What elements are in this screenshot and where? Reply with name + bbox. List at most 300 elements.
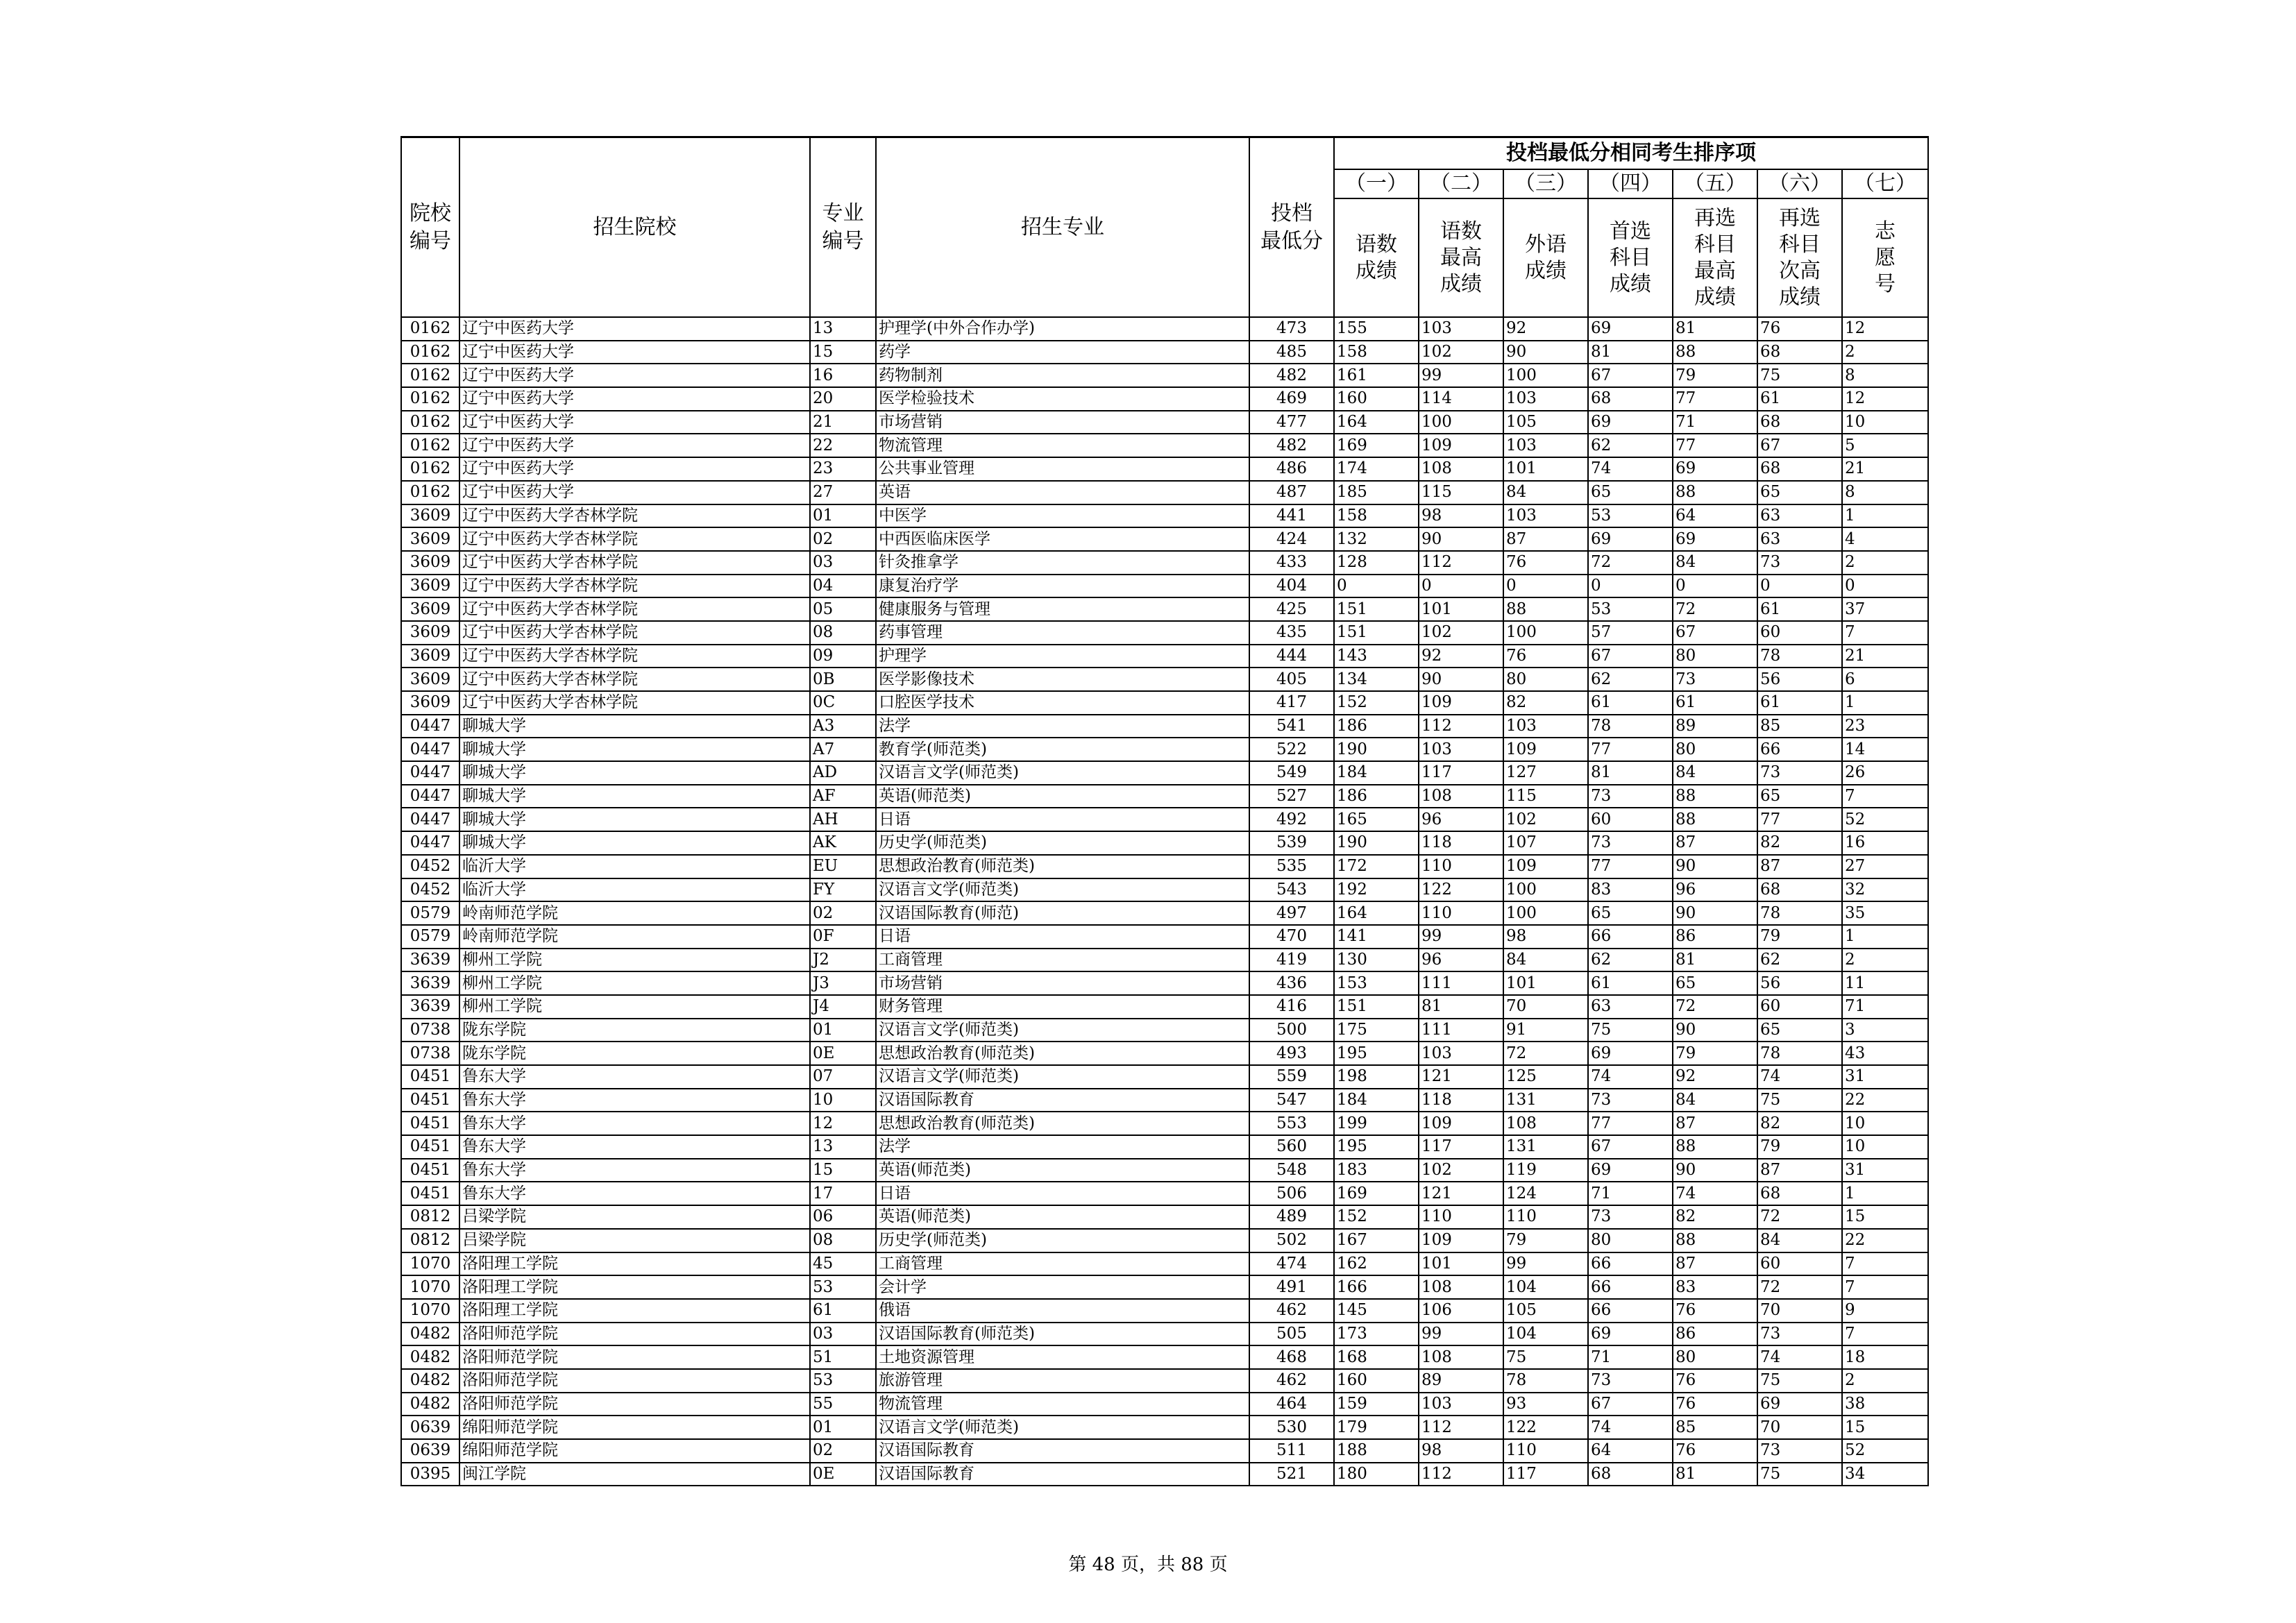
cell-tie-5: 73	[1673, 668, 1757, 691]
table-row	[401, 1112, 1928, 1135]
cell-school-code: 0447	[401, 715, 459, 738]
cell-min-score: 522	[1249, 738, 1334, 761]
cell-major-name: 思想政治教育(师范类)	[876, 1112, 1249, 1135]
cell-min-score: 444	[1249, 645, 1334, 668]
cell-tie-5: 90	[1673, 1019, 1757, 1042]
table-body	[401, 317, 1928, 1486]
cell-school-code: 0482	[401, 1345, 459, 1369]
table-row	[401, 1299, 1928, 1323]
cell-tie-3: 76	[1503, 645, 1588, 668]
cell-tie-5: 90	[1673, 1159, 1757, 1182]
cell-school-code: 3609	[401, 645, 459, 668]
cell-tie-2: 92	[1419, 645, 1503, 668]
cell-major-name: 汉语言文学(师范类)	[876, 1065, 1249, 1089]
cell-school-code: 3609	[401, 504, 459, 528]
cell-school-code: 3639	[401, 971, 459, 995]
cell-tie-2: 109	[1419, 691, 1503, 715]
cell-tie-7: 38	[1842, 1393, 1928, 1416]
cell-tie-5: 87	[1673, 831, 1757, 855]
cell-min-score: 433	[1249, 551, 1334, 575]
cell-tie-7: 15	[1842, 1416, 1928, 1439]
cell-tie-7: 15	[1842, 1205, 1928, 1229]
table-row	[401, 738, 1928, 761]
cell-tie-7: 52	[1842, 1439, 1928, 1463]
cell-major-code: 07	[810, 1065, 876, 1089]
cell-tie-5: 88	[1673, 785, 1757, 808]
cell-min-score: 547	[1249, 1089, 1334, 1112]
table-row	[401, 481, 1928, 504]
table-row	[401, 808, 1928, 831]
cell-tie-5: 80	[1673, 1345, 1757, 1369]
cell-tie-4: 65	[1588, 901, 1673, 925]
table-row	[401, 645, 1928, 668]
cell-tie-2: 109	[1419, 1112, 1503, 1135]
header-tie-number: （三）	[1503, 169, 1588, 198]
cell-min-score: 419	[1249, 949, 1334, 972]
cell-major-code: 13	[810, 1135, 876, 1159]
cell-major-code: 04	[810, 575, 876, 598]
header-tie-item: 外语 成绩	[1503, 198, 1588, 317]
cell-tie-1: 168	[1334, 1345, 1419, 1369]
cell-major-code: A7	[810, 738, 876, 761]
cell-tie-6: 63	[1757, 504, 1842, 528]
cell-tie-2: 102	[1419, 1159, 1503, 1182]
cell-tie-1: 175	[1334, 1019, 1419, 1042]
cell-tie-2: 0	[1419, 575, 1503, 598]
cell-tie-1: 199	[1334, 1112, 1419, 1135]
cell-school-name: 辽宁中医药大学杏林学院	[459, 645, 810, 668]
cell-school-name: 聊城大学	[459, 761, 810, 785]
cell-tie-2: 117	[1419, 761, 1503, 785]
cell-school-name: 洛阳师范学院	[459, 1369, 810, 1393]
cell-school-code: 0482	[401, 1369, 459, 1393]
cell-tie-6: 72	[1757, 1275, 1842, 1299]
cell-tie-7: 1	[1842, 691, 1928, 715]
cell-tie-2: 99	[1419, 925, 1503, 949]
cell-major-code: AK	[810, 831, 876, 855]
cell-tie-1: 151	[1334, 995, 1419, 1019]
cell-tie-4: 73	[1588, 785, 1673, 808]
cell-tie-1: 160	[1334, 387, 1419, 411]
table-row	[401, 1463, 1928, 1486]
cell-school-name: 柳州工学院	[459, 971, 810, 995]
cell-min-score: 527	[1249, 785, 1334, 808]
cell-school-name: 辽宁中医药大学	[459, 341, 810, 364]
cell-tie-4: 66	[1588, 925, 1673, 949]
cell-major-name: 汉语国际教育	[876, 1463, 1249, 1486]
cell-tie-3: 102	[1503, 808, 1588, 831]
cell-tie-6: 78	[1757, 1042, 1842, 1065]
cell-school-code: 0162	[401, 317, 459, 341]
cell-tie-7: 2	[1842, 1369, 1928, 1393]
cell-tie-1: 186	[1334, 785, 1419, 808]
cell-major-code: 53	[810, 1369, 876, 1393]
cell-tie-4: 73	[1588, 1369, 1673, 1393]
table-header	[401, 137, 1928, 318]
cell-major-name: 汉语言文学(师范类)	[876, 1416, 1249, 1439]
cell-tie-3: 110	[1503, 1205, 1588, 1229]
cell-min-score: 416	[1249, 995, 1334, 1019]
table-row	[401, 901, 1928, 925]
cell-tie-2: 81	[1419, 995, 1503, 1019]
cell-school-code: 0812	[401, 1229, 459, 1252]
cell-tie-1: 152	[1334, 1205, 1419, 1229]
cell-major-name: 口腔医学技术	[876, 691, 1249, 715]
cell-major-code: 02	[810, 901, 876, 925]
table-row	[401, 668, 1928, 691]
cell-school-name: 柳州工学院	[459, 949, 810, 972]
cell-tie-6: 77	[1757, 808, 1842, 831]
cell-tie-5: 89	[1673, 715, 1757, 738]
table-row	[401, 1089, 1928, 1112]
cell-tie-4: 65	[1588, 481, 1673, 504]
cell-tie-2: 102	[1419, 341, 1503, 364]
cell-major-name: 工商管理	[876, 949, 1249, 972]
cell-tie-1: 180	[1334, 1463, 1419, 1486]
cell-tie-3: 104	[1503, 1275, 1588, 1299]
cell-tie-5: 82	[1673, 1205, 1757, 1229]
cell-tie-1: 128	[1334, 551, 1419, 575]
cell-tie-6: 82	[1757, 1112, 1842, 1135]
table-row	[401, 1275, 1928, 1299]
cell-major-name: 汉语言文学(师范类)	[876, 1019, 1249, 1042]
cell-major-code: 45	[810, 1252, 876, 1276]
cell-tie-7: 35	[1842, 901, 1928, 925]
cell-major-name: 日语	[876, 808, 1249, 831]
cell-tie-3: 79	[1503, 1229, 1588, 1252]
cell-major-code: 17	[810, 1182, 876, 1205]
cell-tie-5: 88	[1673, 1229, 1757, 1252]
cell-tie-4: 69	[1588, 411, 1673, 434]
cell-school-code: 0579	[401, 925, 459, 949]
cell-tie-6: 60	[1757, 1252, 1842, 1276]
cell-tie-2: 121	[1419, 1065, 1503, 1089]
page-footer: 第 48 页，共 88 页	[1068, 1554, 1228, 1575]
cell-school-name: 鲁东大学	[459, 1089, 810, 1112]
cell-school-name: 辽宁中医药大学	[459, 317, 810, 341]
table-row	[401, 1252, 1928, 1276]
cell-tie-4: 74	[1588, 457, 1673, 481]
cell-school-name: 辽宁中医药大学杏林学院	[459, 668, 810, 691]
cell-major-code: 01	[810, 504, 876, 528]
cell-tie-7: 4	[1842, 527, 1928, 551]
cell-tie-5: 80	[1673, 738, 1757, 761]
cell-tie-1: 174	[1334, 457, 1419, 481]
cell-tie-6: 62	[1757, 949, 1842, 972]
cell-tie-5: 81	[1673, 949, 1757, 972]
cell-tie-1: 173	[1334, 1323, 1419, 1346]
cell-tie-2: 110	[1419, 1205, 1503, 1229]
cell-school-code: 3639	[401, 949, 459, 972]
cell-major-code: AD	[810, 761, 876, 785]
cell-tie-2: 108	[1419, 1275, 1503, 1299]
cell-tie-6: 68	[1757, 878, 1842, 902]
table-row	[401, 1159, 1928, 1182]
cell-tie-3: 90	[1503, 341, 1588, 364]
cell-major-name: 历史学(师范类)	[876, 831, 1249, 855]
cell-min-score: 559	[1249, 1065, 1334, 1089]
header-tie-item: 志 愿 号	[1842, 198, 1928, 317]
cell-tie-1: 188	[1334, 1439, 1419, 1463]
cell-major-name: 日语	[876, 1182, 1249, 1205]
cell-tie-4: 61	[1588, 971, 1673, 995]
cell-tie-3: 91	[1503, 1019, 1588, 1042]
cell-major-code: 02	[810, 527, 876, 551]
table-row	[401, 691, 1928, 715]
cell-major-name: 中西医临床医学	[876, 527, 1249, 551]
cell-major-name: 土地资源管理	[876, 1345, 1249, 1369]
table-row	[401, 878, 1928, 902]
cell-tie-6: 76	[1757, 317, 1842, 341]
cell-major-code: 0E	[810, 1042, 876, 1065]
cell-tie-3: 72	[1503, 1042, 1588, 1065]
cell-tie-5: 77	[1673, 434, 1757, 457]
cell-tie-5: 88	[1673, 341, 1757, 364]
cell-tie-6: 56	[1757, 668, 1842, 691]
header-school-code: 院校 编号	[401, 137, 459, 318]
cell-tie-4: 69	[1588, 1159, 1673, 1182]
cell-tie-3: 100	[1503, 621, 1588, 645]
cell-tie-3: 101	[1503, 971, 1588, 995]
cell-tie-4: 0	[1588, 575, 1673, 598]
cell-major-code: 08	[810, 1229, 876, 1252]
cell-tie-5: 90	[1673, 901, 1757, 925]
cell-tie-3: 127	[1503, 761, 1588, 785]
cell-tie-6: 65	[1757, 481, 1842, 504]
cell-tie-6: 68	[1757, 457, 1842, 481]
cell-school-name: 闽江学院	[459, 1463, 810, 1486]
cell-school-name: 辽宁中医药大学	[459, 481, 810, 504]
cell-major-code: J2	[810, 949, 876, 972]
table-row	[401, 1369, 1928, 1393]
cell-school-code: 3609	[401, 527, 459, 551]
cell-tie-2: 108	[1419, 457, 1503, 481]
cell-min-score: 541	[1249, 715, 1334, 738]
cell-tie-7: 16	[1842, 831, 1928, 855]
cell-tie-2: 103	[1419, 1393, 1503, 1416]
cell-school-code: 0452	[401, 855, 459, 878]
cell-tie-1: 155	[1334, 317, 1419, 341]
cell-tie-5: 88	[1673, 1135, 1757, 1159]
cell-min-score: 464	[1249, 1393, 1334, 1416]
cell-tie-1: 0	[1334, 575, 1419, 598]
cell-school-name: 聊城大学	[459, 715, 810, 738]
cell-tie-7: 0	[1842, 575, 1928, 598]
cell-school-code: 3609	[401, 668, 459, 691]
cell-min-score: 473	[1249, 317, 1334, 341]
cell-tie-5: 85	[1673, 1416, 1757, 1439]
cell-tie-2: 117	[1419, 1135, 1503, 1159]
cell-major-name: 英语	[876, 481, 1249, 504]
cell-tie-3: 103	[1503, 504, 1588, 528]
cell-tie-7: 52	[1842, 808, 1928, 831]
cell-tie-5: 90	[1673, 855, 1757, 878]
cell-major-name: 日语	[876, 925, 1249, 949]
table-row	[401, 949, 1928, 972]
cell-min-score: 535	[1249, 855, 1334, 878]
cell-major-name: 法学	[876, 715, 1249, 738]
cell-tie-7: 34	[1842, 1463, 1928, 1486]
cell-tie-2: 109	[1419, 434, 1503, 457]
cell-tie-6: 70	[1757, 1416, 1842, 1439]
cell-tie-4: 61	[1588, 691, 1673, 715]
table-row	[401, 925, 1928, 949]
cell-school-name: 鲁东大学	[459, 1065, 810, 1089]
cell-major-code: FY	[810, 878, 876, 902]
cell-school-code: 0395	[401, 1463, 459, 1486]
cell-major-code: J4	[810, 995, 876, 1019]
header-major-code: 专业 编号	[810, 137, 876, 318]
cell-major-name: 药物制剂	[876, 364, 1249, 387]
cell-tie-7: 31	[1842, 1159, 1928, 1182]
header-tie-group: 投档最低分相同考生排序项	[1334, 137, 1928, 170]
table-row	[401, 995, 1928, 1019]
cell-tie-7: 12	[1842, 387, 1928, 411]
header-tie-item: 再选 科目 次高 成绩	[1757, 198, 1842, 317]
cell-tie-3: 103	[1503, 387, 1588, 411]
cell-tie-2: 103	[1419, 317, 1503, 341]
cell-min-score: 405	[1249, 668, 1334, 691]
cell-tie-6: 68	[1757, 341, 1842, 364]
header-tie-number: （二）	[1419, 169, 1503, 198]
cell-min-score: 502	[1249, 1229, 1334, 1252]
cell-tie-5: 79	[1673, 1042, 1757, 1065]
cell-min-score: 417	[1249, 691, 1334, 715]
cell-tie-5: 0	[1673, 575, 1757, 598]
cell-tie-6: 75	[1757, 1463, 1842, 1486]
cell-tie-6: 75	[1757, 364, 1842, 387]
cell-tie-7: 21	[1842, 645, 1928, 668]
cell-tie-7: 1	[1842, 1182, 1928, 1205]
cell-tie-7: 27	[1842, 855, 1928, 878]
cell-major-name: 财务管理	[876, 995, 1249, 1019]
cell-tie-5: 76	[1673, 1393, 1757, 1416]
cell-tie-5: 72	[1673, 597, 1757, 621]
cell-school-code: 0447	[401, 785, 459, 808]
cell-school-name: 鲁东大学	[459, 1112, 810, 1135]
cell-tie-6: 74	[1757, 1345, 1842, 1369]
cell-tie-1: 132	[1334, 527, 1419, 551]
cell-tie-3: 125	[1503, 1065, 1588, 1089]
cell-tie-7: 31	[1842, 1065, 1928, 1089]
cell-min-score: 486	[1249, 457, 1334, 481]
table-row	[401, 597, 1928, 621]
cell-tie-5: 76	[1673, 1439, 1757, 1463]
cell-tie-4: 69	[1588, 317, 1673, 341]
cell-major-name: 会计学	[876, 1275, 1249, 1299]
cell-tie-1: 186	[1334, 715, 1419, 738]
cell-tie-1: 162	[1334, 1252, 1419, 1276]
cell-tie-3: 100	[1503, 878, 1588, 902]
cell-tie-7: 10	[1842, 1135, 1928, 1159]
cell-min-score: 491	[1249, 1275, 1334, 1299]
cell-tie-3: 75	[1503, 1345, 1588, 1369]
cell-min-score: 474	[1249, 1252, 1334, 1276]
cell-tie-7: 3	[1842, 1019, 1928, 1042]
cell-tie-3: 84	[1503, 481, 1588, 504]
cell-tie-3: 98	[1503, 925, 1588, 949]
table-row	[401, 785, 1928, 808]
cell-school-name: 临沂大学	[459, 878, 810, 902]
cell-major-code: 0F	[810, 925, 876, 949]
table-row	[401, 457, 1928, 481]
header-tie-number: （六）	[1757, 169, 1842, 198]
cell-min-score: 560	[1249, 1135, 1334, 1159]
cell-tie-2: 121	[1419, 1182, 1503, 1205]
cell-tie-7: 1	[1842, 504, 1928, 528]
cell-school-code: 0162	[401, 457, 459, 481]
cell-school-code: 0482	[401, 1393, 459, 1416]
cell-school-name: 洛阳理工学院	[459, 1299, 810, 1323]
cell-tie-6: 79	[1757, 925, 1842, 949]
cell-tie-7: 7	[1842, 1252, 1928, 1276]
cell-tie-4: 62	[1588, 949, 1673, 972]
cell-tie-5: 65	[1673, 971, 1757, 995]
cell-tie-1: 184	[1334, 761, 1419, 785]
cell-tie-7: 8	[1842, 364, 1928, 387]
cell-tie-3: 103	[1503, 715, 1588, 738]
cell-major-code: 23	[810, 457, 876, 481]
cell-major-name: 英语(师范类)	[876, 785, 1249, 808]
cell-tie-7: 9	[1842, 1299, 1928, 1323]
cell-school-code: 0451	[401, 1182, 459, 1205]
cell-tie-4: 77	[1588, 738, 1673, 761]
cell-major-code: 09	[810, 645, 876, 668]
cell-school-code: 3609	[401, 691, 459, 715]
cell-tie-1: 130	[1334, 949, 1419, 972]
table-row	[401, 1416, 1928, 1439]
cell-school-name: 洛阳师范学院	[459, 1323, 810, 1346]
cell-major-name: 药事管理	[876, 621, 1249, 645]
cell-school-name: 辽宁中医药大学杏林学院	[459, 691, 810, 715]
cell-tie-3: 117	[1503, 1463, 1588, 1486]
cell-tie-3: 99	[1503, 1252, 1588, 1276]
cell-school-name: 吕梁学院	[459, 1205, 810, 1229]
cell-tie-6: 0	[1757, 575, 1842, 598]
cell-tie-3: 100	[1503, 901, 1588, 925]
table-row	[401, 855, 1928, 878]
header-school-name: 招生院校	[459, 137, 810, 318]
cell-tie-4: 69	[1588, 1323, 1673, 1346]
table-row	[401, 831, 1928, 855]
cell-tie-1: 190	[1334, 738, 1419, 761]
cell-tie-6: 85	[1757, 715, 1842, 738]
cell-school-name: 岭南师范学院	[459, 925, 810, 949]
cell-school-code: 0451	[401, 1065, 459, 1089]
cell-min-score: 497	[1249, 901, 1334, 925]
cell-school-code: 3639	[401, 995, 459, 1019]
cell-tie-4: 68	[1588, 1463, 1673, 1486]
cell-tie-2: 122	[1419, 878, 1503, 902]
cell-major-name: 中医学	[876, 504, 1249, 528]
cell-major-code: 20	[810, 387, 876, 411]
cell-tie-4: 80	[1588, 1229, 1673, 1252]
cell-min-score: 485	[1249, 341, 1334, 364]
cell-major-name: 健康服务与管理	[876, 597, 1249, 621]
cell-tie-6: 56	[1757, 971, 1842, 995]
cell-school-name: 辽宁中医药大学	[459, 457, 810, 481]
cell-major-code: A3	[810, 715, 876, 738]
cell-min-score: 511	[1249, 1439, 1334, 1463]
cell-tie-6: 66	[1757, 738, 1842, 761]
cell-tie-7: 2	[1842, 341, 1928, 364]
cell-tie-1: 153	[1334, 971, 1419, 995]
cell-school-code: 0162	[401, 364, 459, 387]
cell-tie-2: 110	[1419, 901, 1503, 925]
cell-tie-4: 67	[1588, 1393, 1673, 1416]
cell-tie-5: 80	[1673, 645, 1757, 668]
cell-major-code: 02	[810, 1439, 876, 1463]
